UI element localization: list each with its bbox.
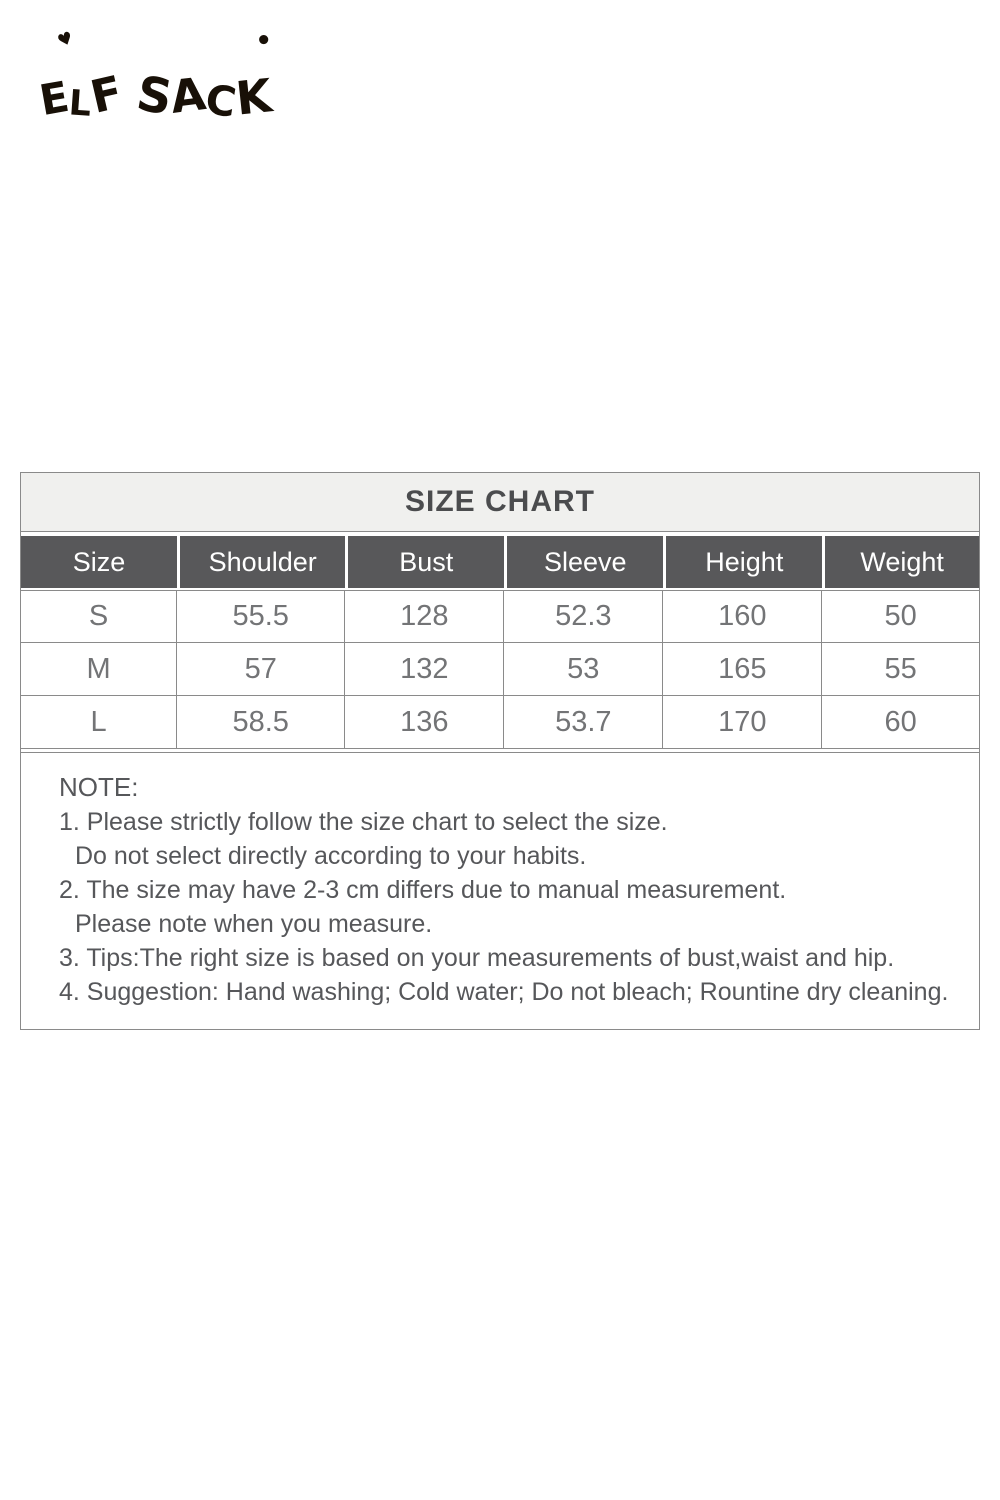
logo-letter: K [233, 67, 275, 126]
note-line: 4. Suggestion: Hand washing; Cold water; Do not bleach; Rountine dry cleaning. [59, 978, 949, 1006]
logo-letter: F [85, 64, 128, 124]
note-line: 3. Tips:The right size is based on your measurements of bust,waist and hip. [59, 944, 895, 972]
table-cell-size: S [21, 590, 177, 643]
logo-letter: E [35, 72, 73, 126]
table-cell-value: 165 [663, 643, 822, 696]
table-cell-size: L [21, 696, 177, 749]
column-header-size: Size [21, 536, 177, 588]
column-header-bust: Bust [345, 536, 504, 588]
table-cell-value: 50 [822, 590, 979, 643]
note-heading: NOTE: [59, 772, 139, 802]
note-line: 2. The size may have 2-3 cm differs due to manual measurement. [59, 876, 787, 904]
size-chart-title-band [21, 473, 979, 532]
size-chart-header-row [21, 536, 979, 588]
table-cell-value: 55 [822, 643, 979, 696]
size-chart-table-body [21, 590, 979, 749]
column-header-shoulder: Shoulder [177, 536, 345, 588]
logo-letter: C [202, 75, 240, 128]
column-header-sleeve: Sleeve [504, 536, 663, 588]
size-chart-panel [20, 472, 980, 1030]
brand-logo [35, 26, 275, 128]
table-cell-value: 53 [504, 643, 663, 696]
table-cell-value: 136 [345, 696, 504, 749]
note-section [21, 752, 979, 1029]
size-chart-title: SIZE CHART [405, 485, 595, 518]
note-line: Please note when you measure. [75, 910, 433, 938]
table-cell-value: 60 [822, 696, 979, 749]
table-cell-value: 52.3 [504, 590, 663, 643]
table-cell-value: 132 [345, 643, 504, 696]
note-line: Do not select directly according to your habits. [75, 842, 587, 870]
column-header-height: Height [663, 536, 822, 588]
table-cell-size: M [21, 643, 177, 696]
logo-letter: A [167, 66, 209, 124]
table-cell-value: 55.5 [177, 590, 345, 643]
table-cell-value: 58.5 [177, 696, 345, 749]
table-cell-value: 53.7 [504, 696, 663, 749]
table-cell-value: 160 [663, 590, 822, 643]
table-cell-value: 57 [177, 643, 345, 696]
note-line: 1. Please strictly follow the size chart to select the size. [59, 808, 668, 836]
column-header-weight: Weight [822, 536, 979, 588]
logo-dot-accent-icon: • [255, 26, 272, 56]
table-cell-value: 128 [345, 590, 504, 643]
table-cell-value: 170 [663, 696, 822, 749]
logo-letter: S [132, 65, 177, 127]
logo-letter: L [67, 82, 93, 125]
logo-heart-accent-icon: ♥ [54, 27, 77, 53]
